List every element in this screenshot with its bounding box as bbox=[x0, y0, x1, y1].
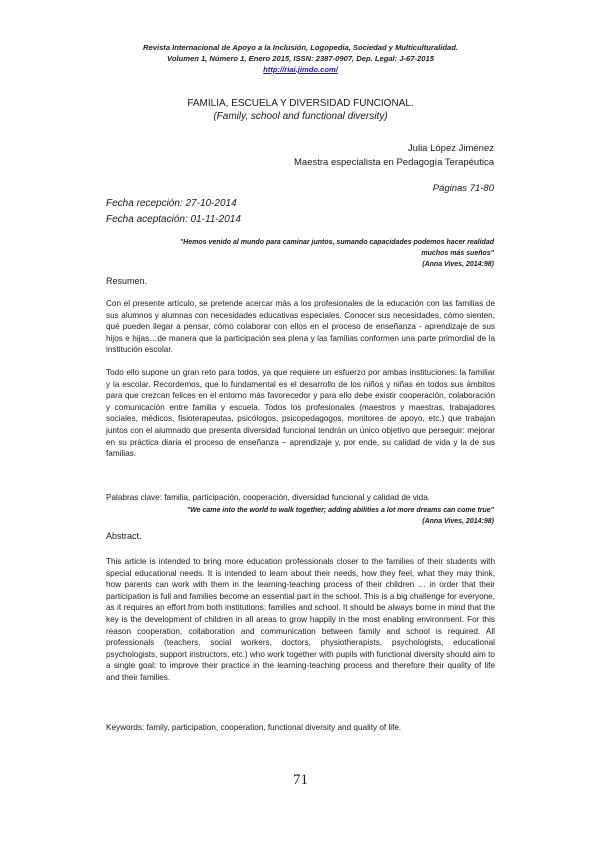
author-block bbox=[294, 142, 494, 170]
article-title: FAMILIA, ESCUELA Y DIVERSIDAD FUNCIONAL. bbox=[187, 98, 414, 109]
article-subtitle: (Family, school and functional diversity) bbox=[213, 111, 388, 122]
epigraph-source: (Anna Vives, 2014:98) bbox=[422, 518, 494, 525]
epigraph-quote: "Hemos venido al mundo para caminar juntos, sumando capacidades podemos hacer realidad muchos más sueños" bbox=[179, 239, 494, 257]
journal-header bbox=[0, 42, 601, 75]
epigraph-english bbox=[134, 505, 494, 527]
journal-volume: Volumen 1, Número 1, Enero 2015, ISSN: 2387-0907, Dep. Legal: J-67-2015 bbox=[167, 54, 434, 63]
date-received: Fecha recepción: 27-10-2014 bbox=[106, 198, 237, 209]
journal-title: Revista Internacional de Apoyo a la Inclusión, Logopedia, Sociedad y Multiculturalidad. bbox=[143, 43, 458, 52]
article-title-block bbox=[0, 97, 601, 123]
author-role: Maestra especialista en Pedagogía Terapéutica bbox=[294, 157, 494, 168]
palabras-clave: Palabras clave: familia, participación, cooperación, diversidad funcional y calidad de vida. bbox=[106, 493, 431, 502]
resumen-paragraph-2: Todo ello supone un gran reto para todos, ya que requiere un esfuerzo por ambas instituciones: la familiar y la escolar. Recordemos, que lo fundamental es el desarrollo de los niños y niñas en todos sus ámbitos para que crezcan felices en el entorno más favorecedor y para ello debe existir cooperación, colaboración y comunicación entre familia y escuela. Todos los profesionales (maestros y maestras, trabajadores sociales, médicos, fisioterapeutas, psicólogos, psicopedagogos, monitores de apoyo, etc.) que trabajan juntos con el alumnado que presenta diversidad funcional tendrán un único objetivo que perseguir: mejorar en su práctica diaria el proceso de enseñanza – aprendizaje y, por ende, su calidad de vida y la de sus familias. bbox=[106, 368, 495, 459]
author-name: Julia López Jiménez bbox=[407, 143, 494, 154]
resumen-heading: Resumen. bbox=[106, 276, 148, 286]
page-number: 71 bbox=[293, 772, 308, 788]
epigraph-quote: "We came into the world to walk together; adding abilities a lot more dreams can come true" bbox=[186, 507, 494, 514]
keywords: Keywords: family, participation, cooperation, functional diversity and quality of life. bbox=[106, 723, 402, 732]
abstract-paragraph: This article is intended to bring more education professionals closer to the families of their students with special educational needs. It is intended to learn about their needs, how they feel, what they may think, how parents can work with them in the learning-teaching process of their children … in order that their participation is full and families become an essential part in the school. This is a big challenge for everyone, as it requires an effort from both institutions: families and school. It should be always borne in mind that the key is the development of children in all areas to grow happily in the most enabling environment. For this reason cooperation, collaboration and communication between family and school is required. All professionals (teachers, social workers, doctors, physiotherapists, psychologists, educational psychologists, support instructors, etc.) who work together with pupils with functional diversity should aim to a single goal: to improve their practice in the learning-teaching process and therefore their quality of life and their families. bbox=[106, 557, 495, 682]
date-accepted: Fecha aceptación: 01-11-2014 bbox=[106, 214, 241, 225]
epigraph-source: (Anna Vives, 2014:98) bbox=[422, 261, 494, 268]
dates-block bbox=[106, 196, 241, 228]
epigraph-spanish bbox=[164, 237, 494, 270]
abstract-heading: Abstract. bbox=[106, 531, 142, 541]
journal-url-link[interactable]: http://riai.jimdo.com/ bbox=[263, 65, 338, 74]
resumen-paragraph-1: Con el presente artículo, se pretende acercar más a los profesionales de la educación con las familias de sus alumnos y alumnas con necesidades educativas especiales. Conocer sus necesidades, cómo sienten, qué pueden llegar a pensar, cómo colaborar con ellos en el proceso de enseñanza - aprendizaje de sus hijos e hijas…de manera que la participación sea plena y las familias conformen una parte primordial de la institución escolar. bbox=[106, 299, 495, 355]
page-range: Páginas 71-80 bbox=[432, 183, 494, 194]
